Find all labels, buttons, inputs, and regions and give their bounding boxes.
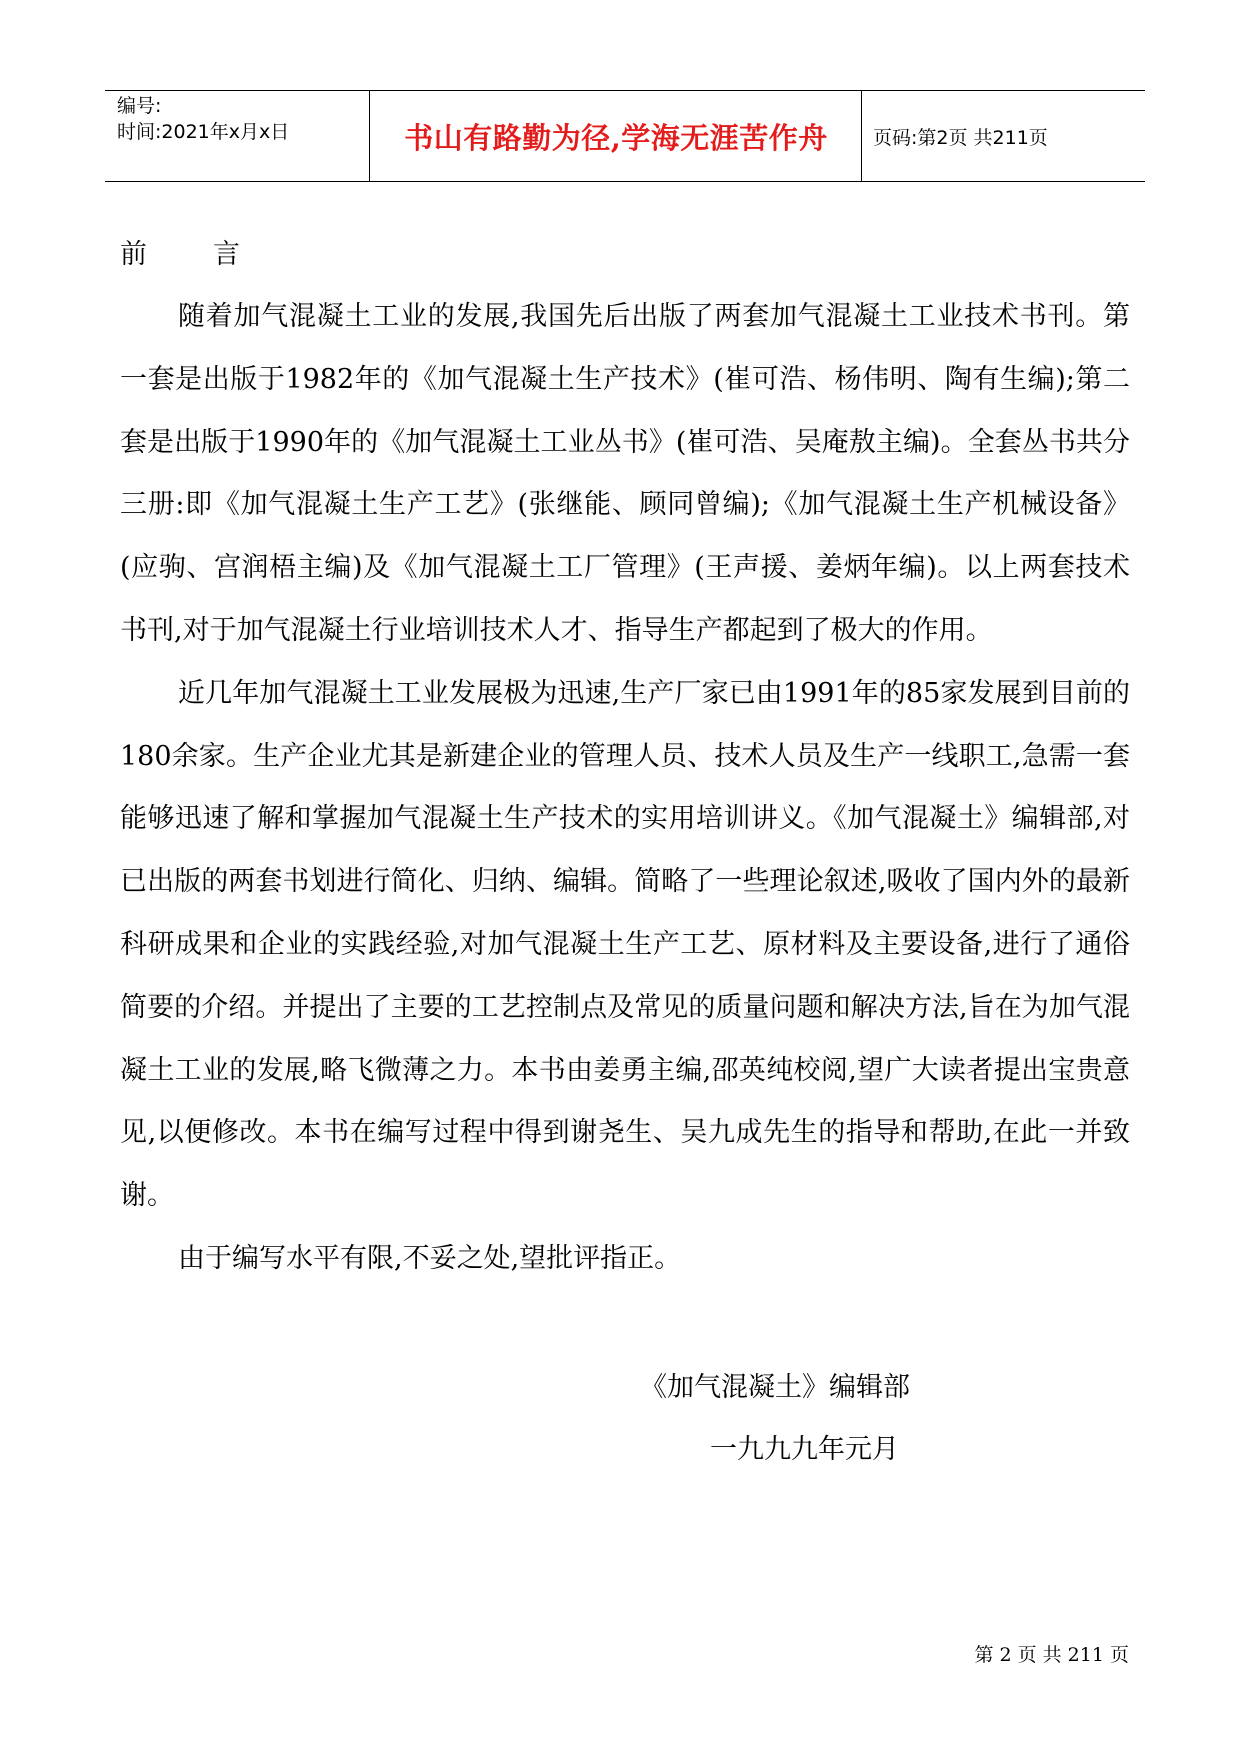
header-divider-right	[861, 91, 862, 181]
header-page-info: 页码:第2页 共211页	[873, 126, 1048, 149]
header-meta	[117, 93, 357, 145]
page-footer: 第 2 页 共 211 页	[974, 1644, 1129, 1666]
header-divider-left	[369, 91, 370, 181]
document-title: 前言	[120, 239, 306, 270]
paragraph-1: 随着加气混凝土工业的发展,我国先后出版了两套加气混凝土工业技术书刊。第一套是出版于1982年的《加气混凝土生产技术》(崔可浩、杨伟明、陶有生编);第二套是出版于1990年的《加气混凝土工业丛书》(崔可浩、吴庵敖主编)。全套丛书共分三册:即《加气混凝土生产工艺》(张继能、顾同曾编);《加气混凝土生产机械设备》(应驹、宫润梧主编)及《加气混凝土工厂管理》(王声援、姜炳年编)。以上两套技术书刊,对于加气混凝土行业培训技术人才、指导生产都起到了极大的作用。	[120, 301, 1130, 646]
signature-date: 一九九九年元月	[710, 1434, 899, 1465]
paragraph-3: 由于编写水平有限,不妥之处,望批评指正。	[178, 1242, 682, 1274]
document-number-label: 编号:	[117, 95, 162, 117]
header-motto: 书山有路勤为径,学海无涯苦作舟	[404, 120, 828, 155]
paragraph-2: 近几年加气混凝土工业发展极为迅速,生产厂家已由1991年的85家发展到目前的180余家。生产企业尤其是新建企业的管理人员、技术人员及生产一线职工,急需一套能够迅速了解和掌握加气混凝土生产技术的实用培训讲义。《加气混凝土》编辑部,对已出版的两套书划进行简化、归纳、编辑。简略了一些理论叙述,吸收了国内外的最新科研成果和企业的实践经验,对加气混凝土生产工艺、原材料及主要设备,进行了通俗简要的介绍。并提出了主要的工艺控制点及常见的质量问题和解决方法,旨在为加气混凝土工业的发展,略飞微薄之力。本书由姜勇主编,邵英纯校阅,望广大读者提出宝贵意见,以便修改。本书在编写过程中得到谢尧生、吴九成先生的指导和帮助,在此一并致谢。	[120, 677, 1130, 1212]
signature-editor: 《加气混凝土》编辑部	[640, 1372, 910, 1403]
document-body	[120, 286, 1130, 1291]
page-header	[105, 90, 1145, 182]
signature-block	[640, 1357, 910, 1481]
document-time-label: 时间:2021年x月x日	[117, 121, 290, 143]
